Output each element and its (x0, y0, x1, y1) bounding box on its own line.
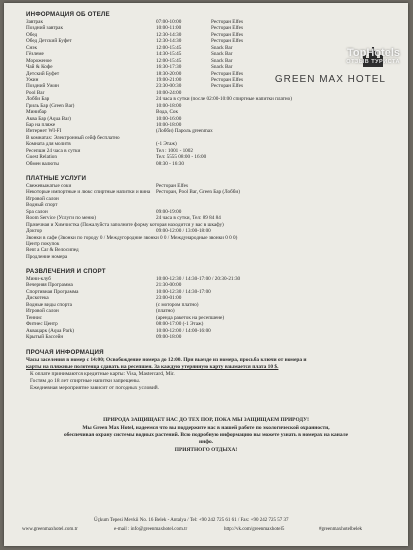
row-value: 09:00-19:00 (156, 208, 182, 215)
row-label: Вечерняя Программа (26, 282, 73, 289)
row-label: Интернет WI-FI (26, 128, 62, 135)
row-value: 12:00-15:45 (156, 44, 182, 51)
row-label: Продление номера (26, 253, 68, 260)
row-location: Snack Bar (211, 44, 233, 51)
row-label: Ресепшн 24 часа в сутки (26, 147, 81, 154)
row-value: 12:00-15:45 (156, 57, 182, 64)
row-label: Свежевыжатые соки (26, 183, 72, 189)
row-value: 16:30-17:30 (156, 64, 182, 71)
row-label: Обмен валюты (26, 160, 59, 167)
row-value: 12:30-14:30 (156, 38, 182, 45)
row-value: 12:30-14:30 (156, 31, 182, 38)
row-label: Доктор (26, 228, 42, 235)
row-value: 10:00-24:00 (156, 89, 182, 96)
footer-address: Üçkum Tepesi Mevkii No. 16 Belek - Antalya / Tel: +90 242 725 61 61 / Fax: +90 242 725 57 37 (94, 518, 289, 523)
row-location: Ресторан Elfes (211, 31, 243, 38)
footer-hashtag: #greenmaxhotelbelek (319, 527, 363, 532)
row-location: Ресторан Elfes (211, 19, 243, 25)
row-value: (платно) (156, 308, 175, 315)
row-label: Room Service (Услуги по меню) (26, 215, 96, 222)
row-label: Детский Буфет (26, 70, 60, 77)
row-label: В комнатах: Электронный сейф бесплатно (26, 134, 120, 141)
row-label: Крытый Бассейн (26, 333, 64, 340)
row-value: 24 часа в сутки (после 02:00-10:00 спиртные напитки платно) (156, 96, 292, 103)
row-value: (аренда ракеток на ресепшене) (156, 314, 225, 321)
row-value: 08:00-17:00 (-1 Этаж) (156, 321, 204, 328)
row-label: Обед Детский Буфет (26, 38, 72, 45)
row-label: Дискотека (26, 295, 49, 302)
section-title-hotel-info: ИНФОРМАЦИЯ ОБ ОТЕЛЕ (26, 11, 110, 18)
row-value: 21:30-00:00 (156, 282, 182, 289)
row-value: 07:00-10:00 (156, 19, 182, 25)
nature-line-2: обеспечивая охрану системы водных растений. Всю подробную информацию вы можете узнать в номерах на канале (63, 432, 348, 438)
nature-closing: ПРИЯТНОГО ОТДЫХА! (174, 447, 238, 453)
footer-vk: http://vk.com/greenmaxhotel5 (224, 527, 285, 532)
row-location: Ресторан Elfes (211, 38, 243, 45)
row-label: Игровой салон (26, 195, 59, 202)
tophotels-watermark (346, 47, 400, 65)
row-value: 10:00-12:30 / 14:30-17:00 / 20:30-21:30 (156, 276, 241, 282)
row-label: Аква Бар (Aqua Bar) (26, 115, 71, 122)
row-value: Ресторан Elfes (156, 183, 188, 189)
checkin-line: Часы заселения в номер с 14:00; Освобождение номера до 12:00. При выезде из номера, просьба ключи от номера и (26, 357, 307, 363)
row-label: Центр покупок (26, 240, 60, 247)
section-title-other-info: ПРОЧАЯ ИНФОРМАЦИЯ (26, 349, 104, 356)
alcohol-line: Гостям до 18 лет спиртные напитки запрещены. (30, 378, 141, 384)
row-label: Игровой салон (26, 308, 59, 315)
row-value: 10:00-12:30 / 14:30-17:00 (156, 288, 211, 295)
row-label: Бар на пляже (26, 122, 56, 128)
row-label: Водные виды спорта (26, 301, 72, 308)
row-value: 09:00-12:00 / 13:00-18:00 (156, 228, 211, 235)
footer-web: www.greenmaxhotel.com.tr (22, 527, 78, 532)
row-value: 10:00-12:00 / 14:00-16:00 (156, 327, 211, 334)
logo-wordmark: GREEN MAX HOTEL (274, 74, 386, 85)
watermark-title: TopHotels (347, 47, 400, 59)
watermark-subtitle: ОТЗЫВ ТУРИСТА (346, 59, 400, 65)
row-location: Ресторан Elfes (211, 25, 243, 32)
row-location: Snack Bar (211, 64, 233, 71)
row-value: (Лобби) Пароль greenmax (156, 128, 213, 135)
row-label: Минибар (26, 109, 47, 116)
row-label: Водный спорт (26, 202, 58, 209)
row-label: Спортивная Программа (26, 288, 79, 295)
row-label: Лобби Бар (26, 96, 50, 103)
row-value: 10:00-11:00 (156, 25, 182, 32)
row-value: 10:00-16:00 (156, 115, 182, 122)
card-line: карты на пляжные полотенца сдавать на ресепшен. За каждую утерянную карту взымается плата 10 $. (26, 364, 279, 370)
row-location: Snack Bar (211, 57, 233, 64)
row-label: Мороженое (26, 57, 52, 64)
row-value: 08:30 - 16:30 (156, 160, 184, 167)
row-location: Snack Bar (211, 51, 233, 58)
row-label: Guest Relation (26, 154, 57, 161)
row-label: Spa салон (26, 208, 48, 215)
row-value: Тел: 5555 08:00 - 16:00 (156, 154, 207, 161)
info-sheet (4, 3, 408, 546)
row-value: 10:00-18:00 (156, 102, 182, 109)
row-label: Теннис (26, 314, 42, 321)
row-label: Обед (26, 31, 38, 38)
row-location: Ресторан Elfes (211, 70, 243, 77)
row-label: Фитнес Центр (26, 321, 58, 328)
row-label: Звонки в сафе (Звонки по городу 0 / Междугородние звонки 0 0 / Международные звонки 0 0 0) (26, 234, 238, 241)
row-label: Аквацарк (Aqua Park) (26, 327, 74, 334)
payment-line: К оплате принимаются кредитные карты: Visa, Mastercard, Mir. (30, 371, 175, 377)
row-label: Поздний завтрак (26, 25, 63, 32)
row-label: Гёзлеме (26, 51, 44, 58)
row-label: Чай & Кофе (26, 64, 53, 71)
row-value: Вода, Сок (156, 109, 179, 116)
row-label: Некоторые импортные и люкс спиртные напитки и вина (26, 189, 151, 196)
row-value: 10:00-18:00 (156, 122, 182, 128)
row-value: (-1 Этаж) (156, 141, 177, 148)
row-label: Ужин (26, 76, 39, 83)
row-label: Снэк (26, 44, 37, 51)
section-title-entertainment: РАЗВЛЕЧЕНИЯ И СПОРТ (26, 268, 106, 275)
row-value: 23:00-01:00 (156, 295, 182, 302)
row-value: 18:30-20:00 (156, 70, 182, 77)
row-location: Ресторан Elfes (211, 83, 243, 90)
row-value: Ресторан, Pool Bar, Green Бар (Лобби) (156, 189, 240, 196)
row-value: 09:00-18:00 (156, 333, 182, 340)
row-value: Тел : 1001 - 1002 (156, 147, 193, 154)
row-location: Ресторан Elfes (211, 76, 243, 83)
row-label: Завтрак (26, 19, 43, 25)
events-line: Ежедневная мероприятие зависит от погодных условий. (30, 385, 159, 391)
row-label: Мини-клуб (26, 276, 51, 282)
section-title-paid-services: ПЛАТНЫЕ УСЛУГИ (26, 175, 87, 182)
footer-email: e-mail : info@greenmaxhotel.com.tr (114, 527, 188, 532)
row-label: Pool Bar (26, 89, 45, 96)
row-label: Комната для молитв (26, 141, 71, 148)
row-value: 23:30-00:30 (156, 83, 182, 90)
row-label: Поздний Ужин (26, 83, 59, 90)
row-label: Гриль Бар (Green Bar) (26, 102, 75, 109)
row-label: Rent a Car & Велосипед (26, 247, 79, 254)
nature-title: ПРИРОДА ЗАЩИЩАЕТ НАС ДО ТЕХ ПОР, ПОКА МЫ ЗАЩИЩАЕМ ПРИРОДУ! (103, 417, 309, 423)
nature-line-3: инфо. (199, 439, 213, 445)
row-label: Прачечная и Химчистка (Пожалуйста заполните форму которая находится у вас в шкафу) (26, 221, 224, 228)
row-value: 24 часа в сутки, Тел: 89 84 84 (156, 215, 221, 222)
row-value: 19:00-21:00 (156, 76, 182, 83)
row-value: 14:30-15:45 (156, 51, 182, 58)
nature-line-1: Мы Green Max Hotel, надеемся что вы поддержите нас в нашей работе по экологической охранности, (82, 425, 330, 431)
row-value: (с мотором платно) (156, 301, 199, 308)
